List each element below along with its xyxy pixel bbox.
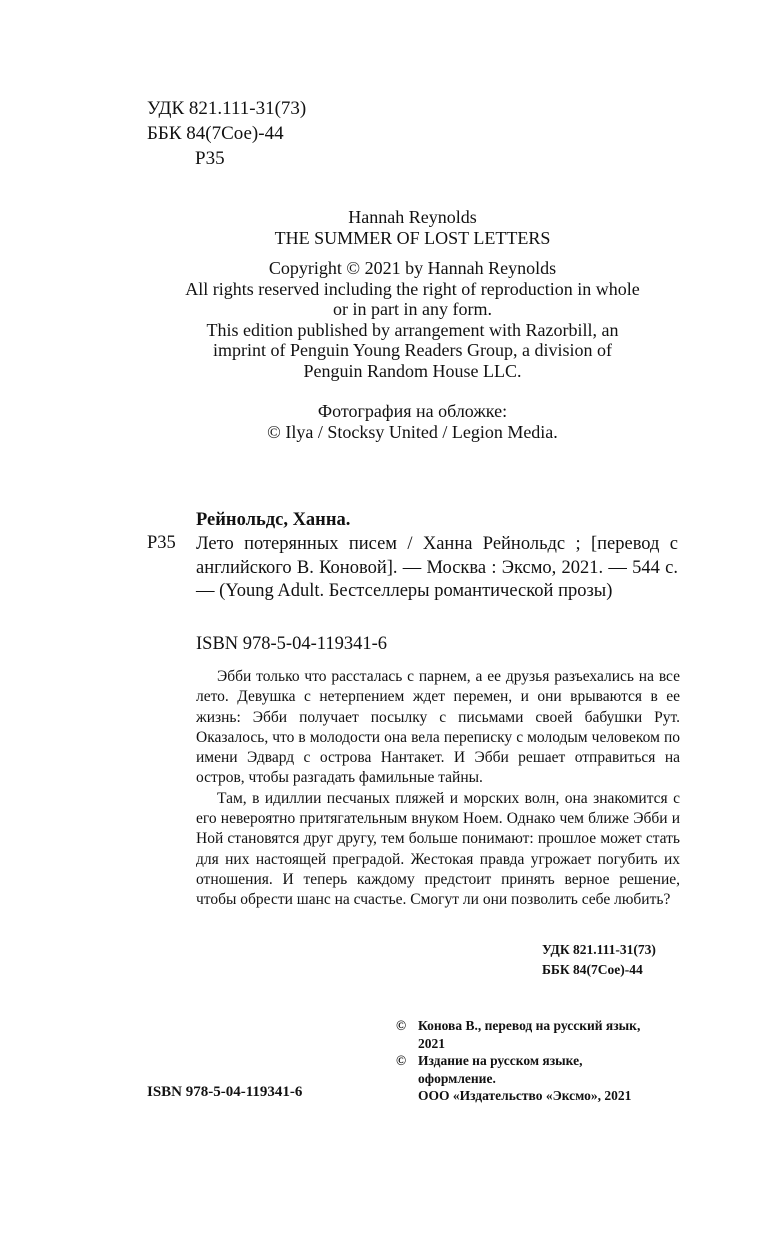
- record-author: Рейнольдс, Ханна.: [196, 510, 351, 530]
- classification-block: [147, 96, 306, 171]
- publisher-line: ООО «Издательство «Эксмо», 2021: [418, 1088, 632, 1103]
- copyright-symbol: ©: [396, 1018, 407, 1033]
- record-description: Лето потерянных писем / Ханна Рейнольдс ; [перевод с английского В. Коновой]. — Москва : Эксмо, 2021. — 544 с. — (Young Adult. Бестселлеры романтической прозы): [196, 534, 678, 601]
- udk-code: УДК 821.111-31(73): [147, 98, 307, 119]
- record-isbn: ISBN 978-5-04-119341-6: [196, 634, 387, 654]
- classification-small: [542, 940, 656, 980]
- translation-line: Конова В., перевод на русский язык,: [418, 1018, 641, 1033]
- translation-year: 2021: [418, 1035, 445, 1051]
- copyright-notices: [396, 1017, 686, 1105]
- copyright-line: imprint of Penguin Young Readers Group, a division of: [213, 340, 612, 360]
- edition-copyright: [396, 1052, 686, 1105]
- translation-copyright: [396, 1017, 686, 1052]
- bbk-code: ББК 84(7Сое)-44: [147, 123, 284, 144]
- annotation-paragraph: Там, в идиллии песчаных пляжей и морских волн, она знакомится с его невероятно притягательным внуком Ноем. Однако чем ближе Эбби и Ной становятся друг другу, тем больше понимают: прошлое может стать для них настоящей преградой. Жестокая правда угрожает погубить их отношения. И теперь каждому предстоит принять верное решение, чтобы обрести шанс на счастье. Смогут ли они позволить себе любить?: [196, 789, 680, 909]
- photo-credit: © Ilya / Stocksy United / Legion Media.: [267, 421, 558, 442]
- isbn-bottom: ISBN 978-5-04-119341-6: [147, 1084, 303, 1100]
- author-mark: Р35: [195, 148, 225, 169]
- copyright-line: Copyright © 2021 by Hannah Reynolds: [268, 258, 557, 278]
- original-author: Hannah Reynolds: [348, 207, 477, 227]
- original-edition-block: [130, 207, 695, 442]
- udk-code-small: УДК 821.111-31(73): [542, 942, 656, 957]
- photo-credit-label: Фотография на обложке:: [317, 401, 508, 421]
- original-title: THE SUMMER OF LOST LETTERS: [274, 227, 551, 248]
- record-code: Р35: [147, 533, 176, 553]
- copyright-symbol: ©: [396, 1053, 407, 1068]
- copyright-line: This edition published by arrangement with Razorbill, an: [206, 319, 619, 340]
- edition-line: Издание на русском языке,: [418, 1053, 583, 1068]
- edition-line: оформление.: [418, 1070, 496, 1086]
- copyright-line: Penguin Random House LLC.: [303, 360, 522, 381]
- copyright-line: All rights reserved including the right of reproduction in whole: [185, 278, 640, 299]
- annotation: [196, 667, 680, 911]
- copyright-line: or in part in any form.: [333, 299, 492, 319]
- annotation-paragraph: Эбби только что рассталась с парнем, а ее друзья разъехались на все лето. Девушка с нетерпением ждет перемен, и они врываются в ее жизнь: Эбби получает посылку с письмами своей бабушки Рут. Оказалось, что в молодости она вела переписку с молодым человеком по имени Эдвард с острова Нантакет. И Эбби решает отправиться на остров, чтобы разгадать фамильные тайны.: [196, 668, 680, 787]
- bbk-code-small: ББК 84(7Сое)-44: [542, 962, 643, 977]
